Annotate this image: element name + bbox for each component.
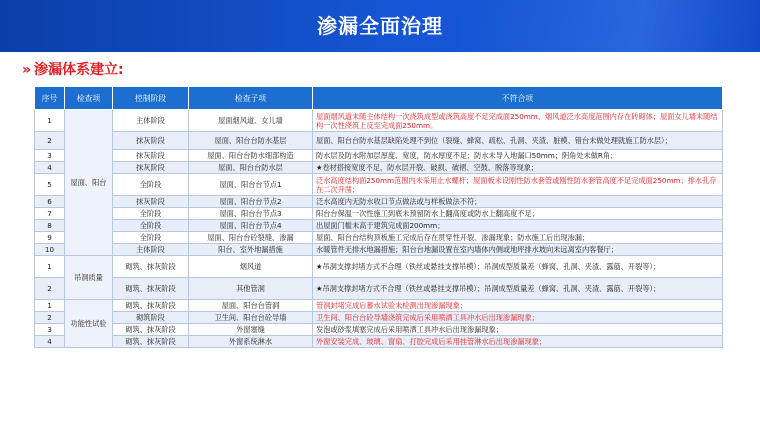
row-number: 8 bbox=[35, 220, 65, 232]
stage-cell: 砌筑、抹灰阶段 bbox=[113, 300, 189, 312]
subitem-cell: 屋面、阳台台节点4 bbox=[189, 220, 313, 232]
table-row bbox=[35, 300, 723, 312]
stage-cell: 全阶段 bbox=[113, 220, 189, 232]
stage-cell: 抹灰阶段 bbox=[113, 162, 189, 174]
stage-cell: 砌筑、抹灰阶段 bbox=[113, 324, 189, 336]
subitem-cell: 卫生间、阳台台砼导墙 bbox=[189, 312, 313, 324]
title-banner bbox=[0, 0, 760, 52]
subitem-cell: 屋面、阳台台节点3 bbox=[189, 208, 313, 220]
subitem-cell: 屋面、阳台台砼裂缝、渗漏 bbox=[189, 232, 313, 244]
row-number: 10 bbox=[35, 244, 65, 256]
table-row bbox=[35, 132, 723, 150]
row-number: 6 bbox=[35, 196, 65, 208]
row-number: 3 bbox=[35, 324, 65, 336]
issue-cell: 泛水高度内无防水收口节点做法或与样板做法不符； bbox=[313, 196, 723, 208]
table-row bbox=[35, 278, 723, 300]
issue-cell: 屋面、阳台台结构顶板施工完成后存在贯穿性开裂、渗漏现象；防水施工后出现渗漏； bbox=[313, 232, 723, 244]
issue-cell: 水暖管件无排水地漏措施；阳台台地漏设置在室内墙体内侧或地坪排水坡向未远离室内客餐厅； bbox=[313, 244, 723, 256]
category-cell: 吊洞质量 bbox=[65, 256, 113, 300]
stage-cell: 抹灰阶段 bbox=[113, 132, 189, 150]
header-subitem: 检查子项 bbox=[189, 87, 313, 110]
row-number: 3 bbox=[35, 150, 65, 162]
table-row bbox=[35, 256, 723, 278]
table-row bbox=[35, 324, 723, 336]
row-number: 4 bbox=[35, 336, 65, 348]
issue-cell: ★吊洞支撑封堵方式不合理（铁丝或悬挂支撑吊模）；吊洞成型质量差（蜂窝、孔洞、夹渣、露筋、开裂等）； bbox=[313, 278, 723, 300]
stage-cell: 砌筑阶段 bbox=[113, 312, 189, 324]
subitem-cell: 阳台、室外地漏措施 bbox=[189, 244, 313, 256]
issue-cell: 管洞封堵完成后蓄水试验未检测出现渗漏现象； bbox=[313, 300, 723, 312]
chevron-icon: » bbox=[22, 62, 32, 78]
stage-cell: 抹灰阶段 bbox=[113, 150, 189, 162]
row-number: 5 bbox=[35, 174, 65, 196]
issue-cell: 屋面烟风道未随主体结构一次浇筑成型或浇筑高度不足完成面250mm、烟风道泛水高度范围内存在砖砌体；屋面女儿墙未随结构一次性浇筑上反至完成面250mm。 bbox=[313, 110, 723, 132]
header-item: 检查项 bbox=[65, 87, 113, 110]
table-row bbox=[35, 208, 723, 220]
issue-cell: 防水层及防水附加层厚度、宽度，防水厚度不足；防水未导入地漏口50mm；阴角处未做R角； bbox=[313, 150, 723, 162]
stage-cell: 抹灰阶段 bbox=[113, 196, 189, 208]
category-cell: 功能性试验 bbox=[65, 300, 113, 348]
subitem-cell: 屋面、阳台台防水层 bbox=[189, 162, 313, 174]
stage-cell: 砌筑、抹灰阶段 bbox=[113, 256, 189, 278]
table-row bbox=[35, 110, 723, 132]
category-cell: 屋面、阳台 bbox=[65, 110, 113, 256]
issue-cell: ★吊洞支撑封堵方式不合理（铁丝或悬挂支撑吊模）；吊洞成型质量差（蜂窝、孔洞、夹渣、露筋、开裂等）； bbox=[313, 256, 723, 278]
table-row bbox=[35, 312, 723, 324]
table-row bbox=[35, 150, 723, 162]
page-title: 渗漏全面治理 bbox=[317, 14, 443, 38]
row-number: 2 bbox=[35, 312, 65, 324]
table-row bbox=[35, 232, 723, 244]
row-number: 2 bbox=[35, 278, 65, 300]
table-row bbox=[35, 196, 723, 208]
issue-cell: 出屋面门槛未高于建筑完成面200mm； bbox=[313, 220, 723, 232]
issue-cell: 屋面、阳台台防水基层缺陷处理不到位（裂缝、蜂窝、疏松、孔洞、夹渣、脏模、错台未做处理就施工防水层）； bbox=[313, 132, 723, 150]
stage-cell: 砌筑、抹灰阶段 bbox=[113, 336, 189, 348]
table-row bbox=[35, 162, 723, 174]
row-number: 9 bbox=[35, 232, 65, 244]
table-row bbox=[35, 336, 723, 348]
subitem-cell: 烟风道 bbox=[189, 256, 313, 278]
stage-cell: 全阶段 bbox=[113, 232, 189, 244]
subitem-cell: 屋面、阳台台节点2 bbox=[189, 196, 313, 208]
issue-cell: 外窗安装完成、玻璃、窗扇、打胶完成后采用挂管淋水后出现渗漏现象； bbox=[313, 336, 723, 348]
stage-cell: 砌筑、抹灰阶段 bbox=[113, 278, 189, 300]
table-row bbox=[35, 174, 723, 196]
row-number: 1 bbox=[35, 110, 65, 132]
subitem-cell: 外窗系统淋水 bbox=[189, 336, 313, 348]
subitem-cell: 屋面、阳台台节点1 bbox=[189, 174, 313, 196]
table-header-row bbox=[35, 87, 723, 110]
stage-cell: 全阶段 bbox=[113, 174, 189, 196]
row-number: 2 bbox=[35, 132, 65, 150]
issue-cell: ★卷材搭接宽度不足，防水层开裂、破损、破褶、空鼓、脱落等现象； bbox=[313, 162, 723, 174]
stage-cell: 全阶段 bbox=[113, 208, 189, 220]
subitem-cell: 屋面、阳台台管洞 bbox=[189, 300, 313, 312]
stage-cell: 主体阶段 bbox=[113, 110, 189, 132]
subitem-cell: 其他管洞 bbox=[189, 278, 313, 300]
leak-inspection-table bbox=[34, 86, 723, 348]
subitem-cell: 屋面、阳台台防水基层 bbox=[189, 132, 313, 150]
row-number: 1 bbox=[35, 256, 65, 278]
row-number: 4 bbox=[35, 162, 65, 174]
row-number: 7 bbox=[35, 208, 65, 220]
subitem-cell: 屋面、阳台台防水细部构造 bbox=[189, 150, 313, 162]
subtitle-text: 渗漏体系建立: bbox=[34, 62, 124, 78]
header-issue: 不符合项 bbox=[313, 87, 723, 110]
table-row bbox=[35, 244, 723, 256]
subitem-cell: 外窗塞缝 bbox=[189, 324, 313, 336]
row-number: 1 bbox=[35, 300, 65, 312]
issue-cell: 泛水高度结构面250mm范围内未采用止水螺杆；屋面板未设刚性防水套管或刚性防水套管高度不足完成面250mm；排水孔存在二次开凿； bbox=[313, 174, 723, 196]
section-subtitle bbox=[22, 60, 124, 80]
header-no: 序号 bbox=[35, 87, 65, 110]
issue-cell: 发泡或砂浆填塞完成后采用喷洒工具冲水后出现渗漏现象； bbox=[313, 324, 723, 336]
table-row bbox=[35, 220, 723, 232]
stage-cell: 主体阶段 bbox=[113, 244, 189, 256]
subitem-cell: 屋面烟风道、女儿墙 bbox=[189, 110, 313, 132]
issue-cell: 阳台台保温一次性施工到底未预留防水上翻高度或防水上翻高度不足； bbox=[313, 208, 723, 220]
issue-cell: 卫生间、阳台台砼导墙浇筑完成后采用喷洒工具冲水后出现渗漏现象； bbox=[313, 312, 723, 324]
header-stage: 控制阶段 bbox=[113, 87, 189, 110]
